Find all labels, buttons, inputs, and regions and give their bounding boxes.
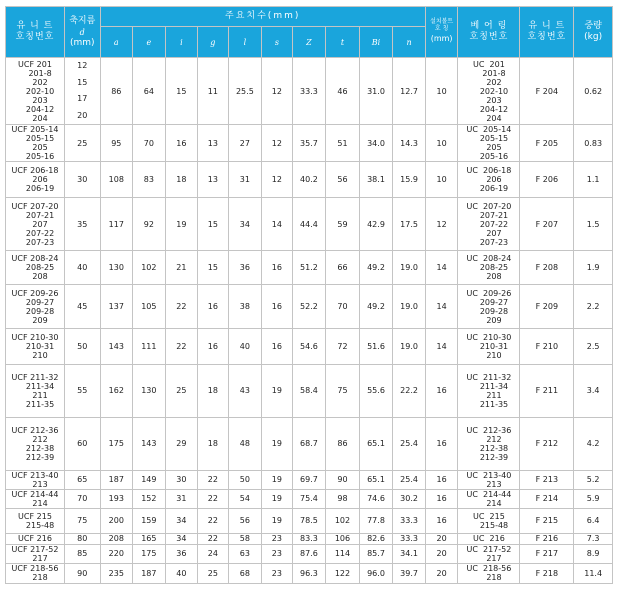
weight-cell: 6.4 (574, 508, 613, 533)
dim-l-cell: 31 (228, 162, 262, 198)
weight-cell: 0.83 (574, 125, 613, 162)
dim-z-cell: 51.2 (292, 251, 326, 285)
header-shaft-diameter (64, 7, 100, 58)
dim-a-cell: 95 (100, 125, 133, 162)
header-dim-l: l (228, 27, 262, 58)
dim-n-cell: 14.3 (393, 125, 426, 162)
bearing-number-cell: UC 211-32 211-34 211 211-35 (458, 364, 520, 417)
dim-bi-cell: 82.6 (359, 533, 393, 544)
housing-number-cell: F 209 (520, 285, 574, 329)
dim-t-cell: 75 (326, 364, 360, 417)
housing-number-cell: F 211 (520, 364, 574, 417)
dim-g-cell: 16 (198, 329, 228, 364)
bearing-number-cell: UC 210-30 210-31 210 (458, 329, 520, 364)
dim-a-cell: 220 (100, 544, 133, 563)
weight-cell: 11.4 (574, 563, 613, 583)
dim-e-cell: 102 (133, 251, 166, 285)
dim-t-cell: 70 (326, 285, 360, 329)
dim-l-cell: 43 (228, 364, 262, 417)
weight-cell: 2.2 (574, 285, 613, 329)
dim-g-cell: 16 (198, 285, 228, 329)
weight-cell: 2.5 (574, 329, 613, 364)
shaft-diameter-cell (64, 125, 100, 162)
dim-i-cell: 18 (165, 162, 198, 198)
header-bearing-no: 베 어 링 호칭번호 (458, 7, 520, 58)
dim-s-cell: 23 (262, 533, 292, 544)
dim-a-cell: 208 (100, 533, 133, 544)
dim-a-cell: 108 (100, 162, 133, 198)
shaft-diameter-cell (64, 563, 100, 583)
unit-spec-table (5, 6, 613, 584)
dim-z-cell: 52.2 (292, 285, 326, 329)
dim-bi-cell: 38.1 (359, 162, 393, 198)
shaft-diameter-value: 15 (77, 77, 88, 87)
dim-t-cell: 122 (326, 563, 360, 583)
header-main-dimensions: 주요치수(mm) (100, 7, 425, 27)
dim-g-cell: 22 (198, 489, 228, 508)
dim-e-cell: 159 (133, 508, 166, 533)
dim-n-cell: 25.4 (393, 417, 426, 470)
dim-bolt-cell: 20 (425, 533, 458, 544)
bearing-number-cell: UC 207-20 207-21 207-22 207 207-23 (458, 198, 520, 251)
housing-number-cell: F 210 (520, 329, 574, 364)
dim-e-cell: 152 (133, 489, 166, 508)
dim-z-cell: 78.5 (292, 508, 326, 533)
dim-z-cell: 83.3 (292, 533, 326, 544)
bearing-number-cell: UC 206-18 206 206-19 (458, 162, 520, 198)
shaft-diameter-value: 50 (77, 342, 88, 352)
shaft-diameter-value: 20 (77, 110, 88, 120)
dim-z-cell: 35.7 (292, 125, 326, 162)
housing-number-cell: F 213 (520, 470, 574, 489)
unit-number-cell: UCF 218-56 218 (6, 563, 65, 583)
shaft-diameter-value: 30 (77, 175, 88, 185)
header-weight: 중량 (kg) (574, 7, 613, 58)
bearing-number-cell: UC 209-26 209-27 209-28 209 (458, 285, 520, 329)
unit-number-cell: UCF 208-24 208-25 208 (6, 251, 65, 285)
header-dim-n: n (393, 27, 426, 58)
table-row (6, 285, 613, 329)
unit-number-cell: UCF 201 201-8 202 202-10 203 204-12 204 (6, 58, 65, 125)
dim-bi-cell: 96.0 (359, 563, 393, 583)
dim-e-cell: 165 (133, 533, 166, 544)
housing-number-cell: F 217 (520, 544, 574, 563)
housing-number-cell: F 214 (520, 489, 574, 508)
dim-bolt-cell: 16 (425, 417, 458, 470)
dim-bi-cell: 65.1 (359, 470, 393, 489)
bearing-number-cell: UC 212-36 212 212-38 212-39 (458, 417, 520, 470)
dim-l-cell: 58 (228, 533, 262, 544)
dim-s-cell: 12 (262, 162, 292, 198)
dim-g-cell: 22 (198, 508, 228, 533)
dim-a-cell: 143 (100, 329, 133, 364)
dim-e-cell: 111 (133, 329, 166, 364)
dim-n-cell: 17.5 (393, 198, 426, 251)
header-dim-g: g (198, 27, 228, 58)
dim-g-cell: 15 (198, 251, 228, 285)
dim-t-cell: 59 (326, 198, 360, 251)
dim-l-cell: 34 (228, 198, 262, 251)
unit-number-cell: UCF 212-36 212 212-38 212-39 (6, 417, 65, 470)
dim-a-cell: 200 (100, 508, 133, 533)
dim-z-cell: 75.4 (292, 489, 326, 508)
weight-cell: 3.4 (574, 364, 613, 417)
dim-s-cell: 16 (262, 285, 292, 329)
bearing-number-cell: UC 201 201-8 202 202-10 203 204-12 204 (458, 58, 520, 125)
dim-t-cell: 66 (326, 251, 360, 285)
dim-bolt-cell: 10 (425, 125, 458, 162)
dim-z-cell: 68.7 (292, 417, 326, 470)
dim-t-cell: 90 (326, 470, 360, 489)
dim-s-cell: 19 (262, 417, 292, 470)
dim-l-cell: 40 (228, 329, 262, 364)
dim-a-cell: 130 (100, 251, 133, 285)
header-dim-a: a (100, 27, 133, 58)
dim-a-cell: 235 (100, 563, 133, 583)
dim-n-cell: 34.1 (393, 544, 426, 563)
dim-s-cell: 16 (262, 251, 292, 285)
unit-number-cell: UCF 216 (6, 533, 65, 544)
table-row (6, 563, 613, 583)
dim-l-cell: 38 (228, 285, 262, 329)
dim-g-cell: 18 (198, 417, 228, 470)
dim-l-cell: 54 (228, 489, 262, 508)
dim-z-cell: 44.4 (292, 198, 326, 251)
table-row (6, 198, 613, 251)
dim-l-cell: 48 (228, 417, 262, 470)
dim-i-cell: 30 (165, 470, 198, 489)
dim-l-cell: 36 (228, 251, 262, 285)
header-bolt-size (425, 7, 458, 58)
housing-number-cell: F 205 (520, 125, 574, 162)
dim-e-cell: 175 (133, 544, 166, 563)
dim-l-cell: 50 (228, 470, 262, 489)
dim-bolt-cell: 14 (425, 251, 458, 285)
shaft-diameter-value: 85 (77, 549, 88, 559)
housing-number-cell: F 206 (520, 162, 574, 198)
dim-s-cell: 19 (262, 508, 292, 533)
dim-a-cell: 193 (100, 489, 133, 508)
weight-cell: 5.2 (574, 470, 613, 489)
dim-bolt-cell: 14 (425, 285, 458, 329)
dim-e-cell: 187 (133, 563, 166, 583)
shaft-diameter-cell (64, 58, 100, 125)
unit-number-cell: UCF 214-44 214 (6, 489, 65, 508)
dim-i-cell: 34 (165, 508, 198, 533)
dim-bolt-cell: 20 (425, 563, 458, 583)
dim-g-cell: 13 (198, 162, 228, 198)
dim-bi-cell: 51.6 (359, 329, 393, 364)
shaft-dia-label: 축지름 (69, 15, 96, 26)
unit-number-cell: UCF 211-32 211-34 211 211-35 (6, 364, 65, 417)
dim-bi-cell: 49.2 (359, 251, 393, 285)
dim-s-cell: 12 (262, 125, 292, 162)
dim-s-cell: 16 (262, 329, 292, 364)
dim-z-cell: 40.2 (292, 162, 326, 198)
shaft-diameter-value: 75 (77, 516, 88, 526)
housing-number-cell: F 204 (520, 58, 574, 125)
shaft-diameter-cell (64, 364, 100, 417)
shaft-diameter-cell (64, 544, 100, 563)
table-row (6, 489, 613, 508)
unit-number-cell: UCF 206-18 206 206-19 (6, 162, 65, 198)
dim-z-cell: 58.4 (292, 364, 326, 417)
table-row (6, 470, 613, 489)
dim-a-cell: 175 (100, 417, 133, 470)
dim-z-cell: 69.7 (292, 470, 326, 489)
bearing-number-cell: UC 218-56 218 (458, 563, 520, 583)
dim-s-cell: 23 (262, 544, 292, 563)
dim-g-cell: 11 (198, 58, 228, 125)
dim-g-cell: 15 (198, 198, 228, 251)
header-unit-no: 유 니 트 호칭번호 (6, 7, 65, 58)
weight-cell: 1.1 (574, 162, 613, 198)
shaft-diameter-cell (64, 251, 100, 285)
dim-s-cell: 23 (262, 563, 292, 583)
dim-i-cell: 21 (165, 251, 198, 285)
dim-bolt-cell: 12 (425, 198, 458, 251)
dim-z-cell: 54.6 (292, 329, 326, 364)
dim-t-cell: 86 (326, 417, 360, 470)
dim-i-cell: 29 (165, 417, 198, 470)
dim-t-cell: 114 (326, 544, 360, 563)
shaft-diameter-cell (64, 508, 100, 533)
dim-i-cell: 22 (165, 285, 198, 329)
shaft-diameter-value: 60 (77, 439, 88, 449)
weight-cell: 0.62 (574, 58, 613, 125)
weight-cell: 1.9 (574, 251, 613, 285)
dim-n-cell: 15.9 (393, 162, 426, 198)
dim-n-cell: 25.4 (393, 470, 426, 489)
dim-a-cell: 137 (100, 285, 133, 329)
unit-number-cell: UCF 209-26 209-27 209-28 209 (6, 285, 65, 329)
shaft-diameter-value: 35 (77, 219, 88, 229)
dim-bolt-cell: 20 (425, 544, 458, 563)
unit-number-cell: UCF 205-14 205-15 205 205-16 (6, 125, 65, 162)
table-row (6, 58, 613, 125)
dim-e-cell: 92 (133, 198, 166, 251)
dim-n-cell: 19.0 (393, 285, 426, 329)
dim-n-cell: 39.7 (393, 563, 426, 583)
dim-bi-cell: 85.7 (359, 544, 393, 563)
dim-bi-cell: 49.2 (359, 285, 393, 329)
dim-t-cell: 56 (326, 162, 360, 198)
dim-z-cell: 33.3 (292, 58, 326, 125)
bolt-size-label: 설치볼트 호 칭 (430, 18, 454, 32)
shaft-diameter-cell (64, 533, 100, 544)
header-dim-e: e (133, 27, 166, 58)
shaft-diameter-cell (64, 470, 100, 489)
dim-l-cell: 27 (228, 125, 262, 162)
dim-e-cell: 64 (133, 58, 166, 125)
dim-n-cell: 19.0 (393, 329, 426, 364)
dim-g-cell: 22 (198, 533, 228, 544)
shaft-diameter-value: 12 (77, 61, 88, 70)
dim-z-cell: 87.6 (292, 544, 326, 563)
header-dim-z: Z (292, 27, 326, 58)
header-dim-t: t (326, 27, 360, 58)
housing-number-cell: F 208 (520, 251, 574, 285)
weight-cell: 5.9 (574, 489, 613, 508)
spec-table-body (6, 58, 613, 584)
unit-number-cell: UCF 207-20 207-21 207 207-22 207-23 (6, 198, 65, 251)
dim-g-cell: 18 (198, 364, 228, 417)
dim-e-cell: 149 (133, 470, 166, 489)
dim-bi-cell: 31.0 (359, 58, 393, 125)
dim-bolt-cell: 16 (425, 489, 458, 508)
shaft-diameter-cell (64, 198, 100, 251)
dim-e-cell: 70 (133, 125, 166, 162)
dim-g-cell: 25 (198, 563, 228, 583)
shaft-dia-unit: (mm) (69, 37, 95, 48)
shaft-diameter-value: 70 (77, 494, 88, 504)
shaft-diameter-value: 80 (77, 534, 88, 544)
weight-cell: 4.2 (574, 417, 613, 470)
table-row (6, 364, 613, 417)
dim-i-cell: 16 (165, 125, 198, 162)
dim-a-cell: 117 (100, 198, 133, 251)
unit-number-cell: UCF 217-52 217 (6, 544, 65, 563)
dim-t-cell: 72 (326, 329, 360, 364)
header-dim-bi: Bi (359, 27, 393, 58)
dim-n-cell: 12.7 (393, 58, 426, 125)
shaft-diameter-value: 17 (77, 94, 88, 103)
bearing-number-cell: UC 213-40 213 (458, 470, 520, 489)
weight-cell: 1.5 (574, 198, 613, 251)
dim-i-cell: 31 (165, 489, 198, 508)
weight-cell: 7.3 (574, 533, 613, 544)
housing-number-cell: F 218 (520, 563, 574, 583)
dim-s-cell: 19 (262, 489, 292, 508)
header-dim-i: i (165, 27, 198, 58)
bearing-number-cell: UC 217-52 217 (458, 544, 520, 563)
shaft-diameter-value: 65 (77, 475, 88, 485)
bearing-number-cell: UC 214-44 214 (458, 489, 520, 508)
dim-t-cell: 51 (326, 125, 360, 162)
bearing-number-cell: UC 208-24 208-25 208 (458, 251, 520, 285)
dim-bi-cell: 74.6 (359, 489, 393, 508)
dim-bi-cell: 55.6 (359, 364, 393, 417)
dim-n-cell: 30.2 (393, 489, 426, 508)
table-row (6, 417, 613, 470)
dim-n-cell: 22.2 (393, 364, 426, 417)
dim-g-cell: 24 (198, 544, 228, 563)
table-row (6, 508, 613, 533)
dim-a-cell: 187 (100, 470, 133, 489)
dim-bi-cell: 77.8 (359, 508, 393, 533)
dim-g-cell: 13 (198, 125, 228, 162)
dim-e-cell: 143 (133, 417, 166, 470)
dim-i-cell: 15 (165, 58, 198, 125)
dim-i-cell: 19 (165, 198, 198, 251)
shaft-diameter-cell (64, 285, 100, 329)
bearing-number-cell: UC 216 (458, 533, 520, 544)
housing-number-cell: F 216 (520, 533, 574, 544)
dim-bolt-cell: 16 (425, 470, 458, 489)
dim-l-cell: 68 (228, 563, 262, 583)
dim-bolt-cell: 14 (425, 329, 458, 364)
dim-n-cell: 19.0 (393, 251, 426, 285)
dim-s-cell: 12 (262, 58, 292, 125)
dim-e-cell: 130 (133, 364, 166, 417)
dim-i-cell: 40 (165, 563, 198, 583)
dim-bi-cell: 34.0 (359, 125, 393, 162)
housing-number-cell: F 212 (520, 417, 574, 470)
dim-i-cell: 36 (165, 544, 198, 563)
dim-i-cell: 25 (165, 364, 198, 417)
dim-n-cell: 33.3 (393, 533, 426, 544)
weight-cell: 8.9 (574, 544, 613, 563)
dim-a-cell: 86 (100, 58, 133, 125)
spec-table-container (5, 6, 613, 584)
table-row (6, 251, 613, 285)
table-row (6, 533, 613, 544)
dim-t-cell: 46 (326, 58, 360, 125)
dim-g-cell: 22 (198, 470, 228, 489)
dim-l-cell: 56 (228, 508, 262, 533)
dim-e-cell: 83 (133, 162, 166, 198)
shaft-diameter-cell (64, 489, 100, 508)
dim-t-cell: 106 (326, 533, 360, 544)
shaft-dia-symbol: d (79, 27, 85, 37)
table-row (6, 544, 613, 563)
shaft-diameter-value: 55 (77, 386, 88, 396)
dim-bolt-cell: 16 (425, 508, 458, 533)
dim-n-cell: 33.3 (393, 508, 426, 533)
dim-i-cell: 22 (165, 329, 198, 364)
dim-s-cell: 19 (262, 470, 292, 489)
shaft-diameter-value: 40 (77, 263, 88, 273)
dim-a-cell: 162 (100, 364, 133, 417)
header-unit-no-2: 유 니 트 호칭번호 (520, 7, 574, 58)
table-row (6, 162, 613, 198)
table-row (6, 125, 613, 162)
dim-z-cell: 96.3 (292, 563, 326, 583)
dim-t-cell: 98 (326, 489, 360, 508)
bearing-number-cell: UC 205-14 205-15 205 205-16 (458, 125, 520, 162)
unit-number-cell: UCF 215 215-48 (6, 508, 65, 533)
shaft-diameter-value: 90 (77, 568, 88, 578)
dim-bi-cell: 65.1 (359, 417, 393, 470)
shaft-diameter-cell (64, 162, 100, 198)
dim-e-cell: 105 (133, 285, 166, 329)
bolt-size-unit: (mm) (430, 34, 453, 43)
dim-i-cell: 34 (165, 533, 198, 544)
dim-s-cell: 19 (262, 364, 292, 417)
dim-bolt-cell: 10 (425, 58, 458, 125)
dim-l-cell: 63 (228, 544, 262, 563)
dim-bolt-cell: 10 (425, 162, 458, 198)
housing-number-cell: F 215 (520, 508, 574, 533)
dim-s-cell: 14 (262, 198, 292, 251)
unit-number-cell: UCF 210-30 210-31 210 (6, 329, 65, 364)
dim-l-cell: 25.5 (228, 58, 262, 125)
dim-bolt-cell: 16 (425, 364, 458, 417)
dim-bi-cell: 42.9 (359, 198, 393, 251)
table-row (6, 329, 613, 364)
shaft-diameter-value: 25 (77, 138, 88, 148)
bearing-number-cell: UC 215 215-48 (458, 508, 520, 533)
header-dim-s: s (262, 27, 292, 58)
dim-t-cell: 102 (326, 508, 360, 533)
shaft-diameter-cell (64, 417, 100, 470)
housing-number-cell: F 207 (520, 198, 574, 251)
unit-number-cell: UCF 213-40 213 (6, 470, 65, 489)
shaft-diameter-value: 45 (77, 302, 88, 312)
shaft-diameter-cell (64, 329, 100, 364)
